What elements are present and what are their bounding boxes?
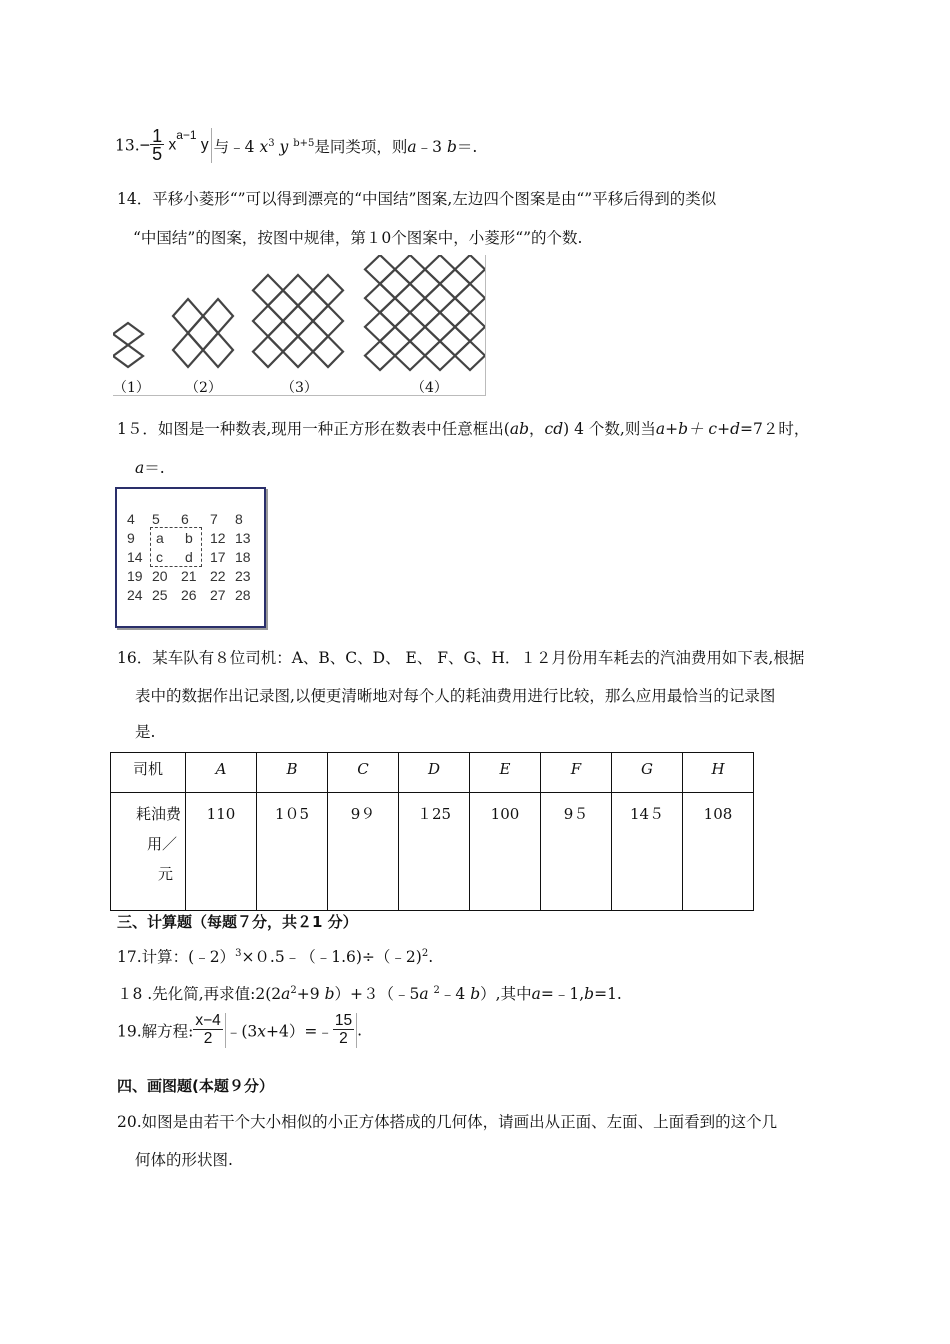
text: =7２时， (740, 420, 810, 438)
small-rhombus (425, 341, 455, 370)
table-cell: 9 (127, 529, 135, 546)
variable-b: b (470, 985, 481, 1003)
exponent: 2 (433, 984, 440, 996)
small-rhombus (313, 336, 343, 367)
small-rhombus (440, 298, 470, 327)
small-rhombus (365, 284, 395, 313)
small-rhombus (188, 316, 218, 350)
text: 1５．如图是一种数表,现用一种正方形在数表中任意框出( (117, 420, 510, 438)
fraction-denominator: 5 (152, 144, 163, 164)
small-rhombus (455, 255, 485, 284)
small-rhombus (380, 269, 410, 298)
text: ×０.5﹣（﹣1.6)÷（﹣2) (241, 948, 422, 966)
question-15-line-1 (117, 417, 809, 439)
table-cell: 18 (235, 548, 251, 565)
table-row (127, 566, 260, 585)
text: ﹣3 (416, 137, 443, 156)
variable-b: b (446, 137, 457, 156)
question-number: 13. (115, 136, 140, 155)
text: ﹣(3 (225, 1022, 258, 1041)
table-cell: 6 (181, 510, 189, 527)
table-cell: 1０5 (257, 793, 328, 911)
table-row (127, 585, 260, 604)
rhombus-patterns (113, 255, 485, 395)
variable-cd: cd (544, 420, 564, 438)
small-rhombus (395, 341, 425, 370)
table-row (127, 528, 260, 547)
small-rhombus (298, 290, 328, 321)
small-rhombus (425, 284, 455, 313)
table-cell: 14５ (612, 793, 683, 911)
math-expression-image (140, 128, 212, 163)
figure-label-3: （3） (281, 380, 318, 396)
small-rhombus (313, 306, 343, 337)
text: ＝. (456, 137, 478, 156)
figure-label-1: （1） (113, 380, 150, 396)
variable-b: b (584, 985, 595, 1003)
table-cell: 26 (181, 586, 197, 603)
table-cell: 23 (235, 567, 251, 584)
table-cell: 22 (210, 567, 226, 584)
question-18 (117, 982, 622, 1004)
rhombus-pattern-2 (173, 299, 233, 367)
variable-a: a (407, 137, 417, 156)
table-cell: 20 (152, 567, 168, 584)
small-rhombus (410, 298, 440, 327)
small-rhombus (203, 333, 233, 367)
small-rhombus (380, 327, 410, 356)
text: 是同类项，则 (314, 137, 408, 156)
text: +4）=﹣ (265, 1022, 333, 1041)
question-13 (115, 128, 477, 168)
small-rhombus (173, 333, 203, 367)
table-cell: 25 (152, 586, 168, 603)
table-cell: 5 (152, 510, 160, 527)
small-rhombus (440, 327, 470, 356)
sum-expression: a+b＋ c+d (655, 420, 741, 438)
small-rhombus (268, 321, 298, 352)
table-cell: 19 (127, 567, 143, 584)
small-rhombus (173, 299, 203, 333)
fraction-numerator: 15 (334, 1012, 353, 1029)
table-cell: 108 (683, 793, 754, 911)
header-cell: H (683, 753, 754, 793)
variable-ab: ab (509, 420, 530, 438)
small-rhombus (283, 275, 313, 306)
text: 与﹣4 (213, 137, 255, 156)
row-label-fuel-cost (111, 793, 186, 911)
variable-a: a (531, 985, 541, 1003)
table-cell: 21 (181, 567, 197, 584)
fraction-numerator: 1 (152, 126, 163, 146)
question-16-line-1: 16．某车队有８位司机：A、B、C、D、 E、 F、G、H．１２月份用车耗去的汽油费用如下表,根据 (117, 649, 805, 667)
exponent: b+5 (293, 137, 315, 149)
small-rhombus (253, 306, 283, 337)
table-row (127, 547, 260, 566)
variable-a: a (419, 985, 429, 1003)
table-cell: 14 (127, 548, 143, 565)
text: １8 .先化简,再求值:2(2 (117, 985, 282, 1003)
small-rhombus (268, 290, 298, 321)
fraction-denominator: 2 (339, 1030, 348, 1047)
text: =﹣1, (540, 985, 585, 1003)
table-cell: 100 (470, 793, 541, 911)
variable-x: x (168, 136, 177, 154)
exponent: 2 (290, 984, 297, 996)
text: ）,其中 (480, 985, 532, 1003)
text: . (357, 1021, 363, 1040)
table-cell: 8 (235, 510, 243, 527)
small-rhombus (395, 313, 425, 342)
table-row (127, 509, 260, 528)
number-table-figure (115, 487, 266, 628)
small-rhombus (365, 255, 395, 284)
small-rhombus (113, 323, 143, 345)
small-rhombus (380, 298, 410, 327)
row-label-text: 元 (157, 865, 173, 883)
small-rhombus (425, 313, 455, 342)
table-cell: 28 (235, 586, 251, 603)
variable-x: x (257, 1022, 266, 1041)
table-row (111, 793, 754, 911)
exponent: 3 (268, 137, 275, 149)
exponent: 2 (421, 947, 429, 959)
table-cell: 9５ (541, 793, 612, 911)
fraction-numerator: x−4 (195, 1012, 221, 1029)
text: ）+３（﹣5 (334, 985, 420, 1003)
exponent: a−1 (176, 128, 197, 142)
variable-y: y (279, 137, 289, 156)
table-cell: a (156, 529, 164, 546)
variable-a: a (281, 985, 291, 1003)
text: ， (529, 420, 545, 438)
header-cell-driver: 司机 (111, 753, 186, 793)
rhombus-pattern-4 (365, 255, 485, 370)
row-label-text: 用／ (146, 835, 177, 853)
number-table (127, 509, 260, 604)
small-rhombus (455, 313, 485, 342)
small-rhombus (365, 341, 395, 370)
text: ＝. (144, 459, 165, 477)
exponent: 3 (235, 947, 242, 959)
small-rhombus (365, 313, 395, 342)
text: 19.解方程: (117, 1022, 194, 1041)
header-cell: G (612, 753, 683, 793)
question-14-line-2: “中国结”的图案，按图中规律，第１0个图案中，小菱形“”的个数. (133, 229, 583, 247)
table-cell: c (156, 548, 163, 565)
table-cell: 7 (210, 510, 218, 527)
small-rhombus (455, 284, 485, 313)
figure-label-2: （2） (185, 380, 222, 396)
table-cell: 17 (210, 548, 226, 565)
table-cell: 27 (210, 586, 226, 603)
header-cell: E (470, 753, 541, 793)
small-rhombus (253, 336, 283, 367)
question-14-line-1: 14．平移小菱形“”可以得到漂亮的“中国结”图案,左边四个图案是由“”平移后得到的类似 (117, 190, 717, 208)
rhombus-pattern-figure (113, 255, 486, 396)
header-cell: F (541, 753, 612, 793)
text: =1. (594, 985, 622, 1003)
small-rhombus (283, 306, 313, 337)
small-rhombus (313, 275, 343, 306)
table-cell: １25 (399, 793, 470, 911)
small-rhombus (113, 345, 143, 367)
table-cell: 12 (210, 529, 226, 546)
small-rhombus (283, 336, 313, 367)
small-rhombus (410, 327, 440, 356)
text: ) 4 个数,则当 (563, 420, 656, 438)
variable-x: x (259, 137, 269, 156)
question-20-line-2: 何体的形状图. (135, 1151, 233, 1169)
fraction-denominator: 2 (203, 1030, 213, 1047)
small-rhombus (410, 269, 440, 298)
table-cell: 24 (127, 586, 143, 603)
minus-sign: − (139, 135, 151, 155)
figure-label-4: （4） (411, 380, 448, 396)
small-rhombus (298, 321, 328, 352)
fraction (193, 1013, 225, 1048)
table-cell: d (185, 548, 193, 565)
table-cell: 9９ (328, 793, 399, 911)
header-cell: A (186, 753, 257, 793)
variable-y: y (200, 136, 209, 154)
fraction (150, 128, 164, 163)
rhombus-pattern-3 (253, 275, 343, 367)
variable-a: a (135, 459, 145, 477)
table-cell: b (185, 529, 193, 546)
small-rhombus (395, 255, 425, 284)
question-20-line-1: 20.如图是由若干个大小相似的小正方体搭成的几何体，请画出从正面、左面、上面看到的这个几 (117, 1113, 778, 1131)
table-cell: 13 (235, 529, 251, 546)
table-header-row (111, 753, 754, 793)
header-cell: C (328, 753, 399, 793)
table-cell: 4 (127, 510, 135, 527)
rhombus-pattern-1 (113, 323, 143, 367)
question-17 (117, 945, 433, 967)
small-rhombus (203, 299, 233, 333)
text: 17.计算：(﹣2） (117, 948, 236, 966)
small-rhombus (425, 255, 455, 284)
question-16-line-3: 是. (135, 723, 156, 741)
small-rhombus (253, 275, 283, 306)
table-cell: 110 (186, 793, 257, 911)
variable-b: b (324, 985, 335, 1003)
small-rhombus (455, 341, 485, 370)
question-15-line-2 (135, 456, 165, 478)
header-cell: B (257, 753, 328, 793)
text: . (428, 948, 434, 966)
section-heading-3: 三、计算题（每题７分，共２1 分） (117, 913, 358, 931)
text: +9 (296, 985, 320, 1003)
fraction (333, 1013, 357, 1048)
row-label-text: 耗油费 (135, 805, 181, 823)
header-cell: D (399, 753, 470, 793)
small-rhombus (395, 284, 425, 313)
question-16-line-2: 表中的数据作出记录图,以便更清晰地对每个人的耗油费用进行比较，那么应用最恰当的记录图 (135, 687, 776, 705)
section-heading-4: 四、画图题(本题９分） (117, 1077, 274, 1095)
question-19 (117, 1013, 362, 1057)
text: ﹣4 (439, 985, 466, 1003)
small-rhombus (440, 269, 470, 298)
fuel-cost-table (110, 752, 754, 911)
